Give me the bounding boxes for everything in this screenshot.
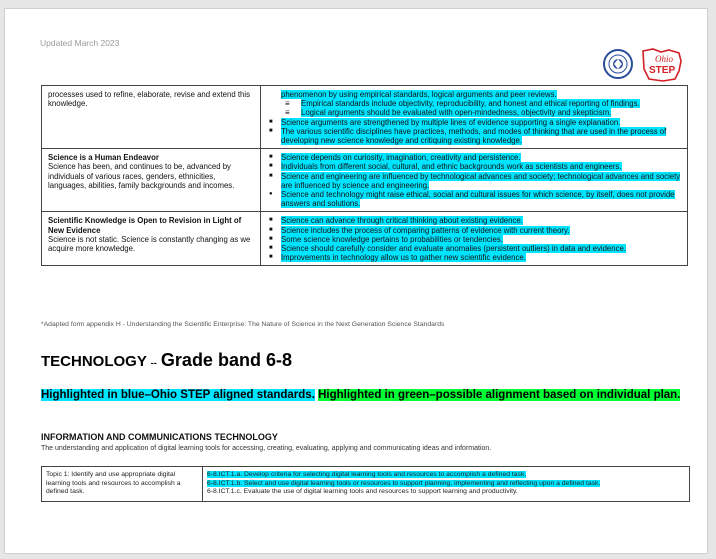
footnote: *Adapted form appendix H - Understanding the Scientific Enterprise: The Nature of Science in the Next Generation Science Standards [41, 321, 445, 328]
subject-title: TECHNOLOGY [41, 353, 147, 370]
grade-band: Grade band 6-8 [160, 350, 292, 370]
section-description: The understanding and application of digital learning tools for accessing, creating, evaluating, applying and communicating ideas and information. [41, 445, 492, 452]
page-title [41, 350, 292, 371]
sub-list-item: ≡ Empirical standards include objectivity, reproducibility, and honest and ethical reporting of findings. [301, 99, 681, 108]
standard-item: 6-8.ICT.1.b. Select and use digital learning tools or resources to support planning, implementing and reflecting upon a defined task. [207, 479, 601, 487]
list-item: ■ Improvements in technology allow us to gather new scientific evidence. [281, 253, 681, 262]
list-item: ■ Individuals from different social, cultural, and ethnic backgrounds work as scientists and engineers. [281, 162, 681, 171]
legend-blue: Highlighted in blue–Ohio STEP aligned standards. [41, 389, 315, 401]
list-item: ■ Some science knowledge pertains to probabilities or tendencies. [281, 235, 681, 244]
highlight-legend [41, 388, 681, 403]
understandings-cell [261, 86, 688, 149]
sub-list-item: ≡ Logical arguments should be evaluated with open-mindedness, objectivity and skepticism. [301, 108, 681, 117]
title-separator: -- [150, 358, 157, 368]
ohio-step-logo [639, 47, 687, 83]
nature-of-science-table [41, 85, 688, 266]
category-title: Science is a Human Endeavor [48, 153, 159, 163]
table-row [42, 212, 688, 266]
list-item: ■ Science depends on curiosity, imagination, creativity and persistence. [281, 153, 681, 162]
topic-cell: Topic 1: Identify and use appropriate digital learning tools and resources to accomplish a defined task. [42, 467, 203, 502]
category-title: Scientific Knowledge is Open to Revision in Light of New Evidence [48, 216, 242, 235]
svg-text:Ohio: Ohio [655, 54, 673, 64]
updated-date: Updated March 2023 [40, 38, 120, 48]
standard-item: 6-8.ICT.1.a. Develop criteria for selecting digital learning tools and resources to accomplish a defined task. [207, 471, 527, 478]
table-row [42, 149, 688, 212]
list-item: ■ Science should carefully consider and evaluate anomalies (persistent outliers) in data and evidence. [281, 244, 681, 253]
list-item: ■ Science and engineering are influenced by technological advances and society; technological advances and society are influenced by science and engineering. [281, 172, 681, 190]
standards-cell [203, 467, 690, 502]
list-item: ■ The various scientific disciplines have practices, methods, and modes of thinking that are used in the process of developing new science knowledge and critiquing existing knowledge. [281, 127, 681, 145]
category-body: Science has been, and continues to be, advanced by individuals of various races, genders, ethnicities, languages, abilities, family backgrounds and incomes. [48, 162, 235, 190]
ict-standards-table [41, 466, 690, 502]
table-row [42, 467, 690, 502]
category-cell [42, 212, 261, 266]
standard-item: 6-8.ICT.1.c. Evaluate the use of digital learning tools and resources to support learning and productivity. [207, 488, 518, 496]
list-item: phenomenon by using empirical standards, logical arguments and peer reviews. [281, 90, 557, 99]
category-cell [42, 149, 261, 212]
list-item: ■ Science includes the process of comparing patterns of evidence with current theory. [281, 226, 681, 235]
category-body: Science is not static. Science is constantly changing as we acquire more knowledge. [48, 234, 251, 254]
section-heading: INFORMATION AND COMMUNICATIONS TECHNOLOGY [41, 432, 278, 442]
document-page [4, 8, 708, 554]
category-body: processes used to refine, elaborate, revise and extend this knowledge. [48, 90, 250, 109]
understandings-cell [261, 212, 688, 266]
list-item: ■ Science can advance through critical thinking about existing evidence. [281, 216, 681, 225]
table-row [42, 86, 688, 149]
understandings-cell [261, 149, 688, 212]
list-item: ● Science and technology might raise ethical, social and cultural issues for which science, by itself, does not provide answers and solutions. [281, 190, 681, 208]
list-item: ■ Science arguments are strengthened by multiple lines of evidence supporting a single explanation. [281, 118, 681, 127]
svg-text:STEP: STEP [649, 65, 676, 76]
category-cell [42, 86, 261, 149]
academy-seal-logo [603, 49, 633, 79]
legend-green: Highlighted in green–possible alignment based on individual plan. [318, 389, 681, 401]
